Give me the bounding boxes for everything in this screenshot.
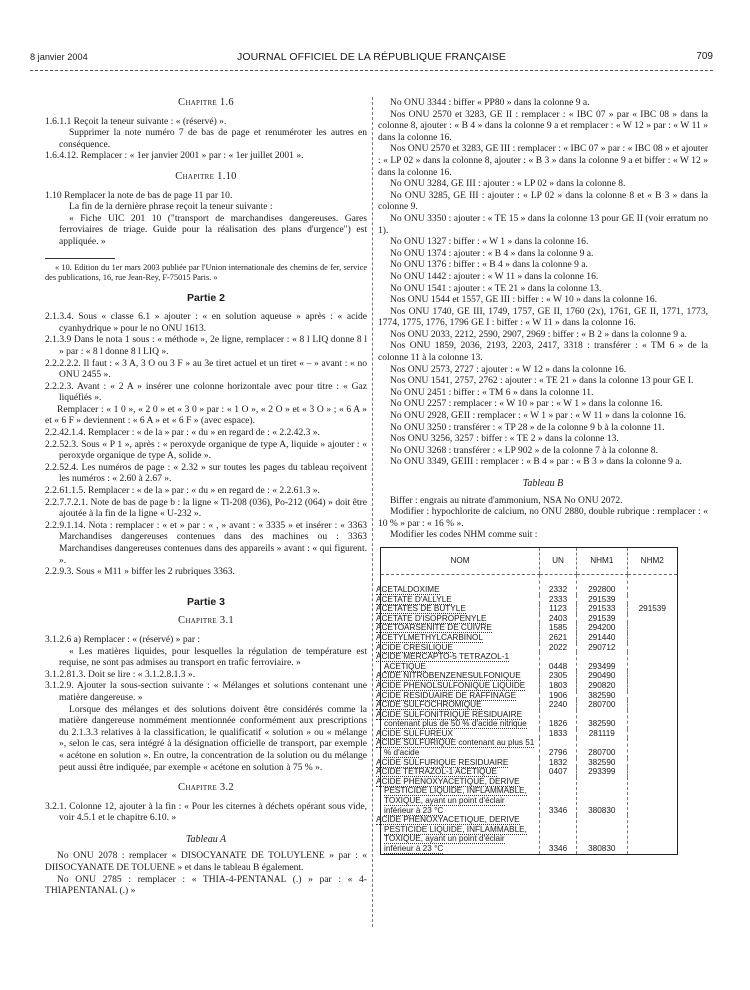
nom-value: ACIDE SULFONITRIQUE RESIDUAIRE contenant plus de 50 % d'acide nitrique — [376, 709, 527, 729]
cell-un — [540, 623, 577, 633]
table-row — [381, 652, 678, 671]
paragraph: No ONU 3285, GE III : ajouter : « LP 02 » dans la colonne 8 et « B 3 » dans la colonne 9. — [378, 189, 708, 213]
cell-un — [540, 652, 577, 671]
cell-nhm2 — [627, 681, 677, 691]
cell-nom — [376, 767, 540, 777]
un-value: 1826 — [548, 719, 568, 729]
table-row — [381, 604, 678, 614]
un-value: 1123 — [549, 604, 567, 614]
cell-un — [540, 604, 577, 614]
nhm1-value: 291539 — [588, 594, 616, 604]
table-row — [381, 574, 678, 594]
cell-nhm1 — [577, 729, 627, 739]
paragraph: Supprimer la note numéro 7 de bas de page et renuméroter les autres en conséquence. — [59, 127, 367, 150]
cell-nom — [376, 604, 540, 614]
footnote-rule — [45, 258, 115, 259]
paragraph: 2.1.3.9 Dans le nota 1 sous : « méthode », 2e ligne, remplacer : « 8 l LIQ donne 8 l » par : « 8 l donne 8 l LIQ ». — [45, 334, 367, 357]
nhm1-value: 380830 — [588, 805, 616, 815]
cell-un — [540, 758, 577, 768]
nhm1-value: 291539 — [588, 613, 616, 623]
un-value: 2022 — [548, 642, 568, 652]
cell-nom — [376, 776, 540, 815]
cell-un — [540, 643, 577, 653]
cell-nom — [376, 574, 540, 594]
paragraph: Modifier : hypochlorite de calcium, no ONU 2880, double rubrique : remplacer : « 10 % » par : « 16 % ». — [378, 506, 708, 529]
cell-nhm1 — [577, 671, 627, 681]
un-value: 3346 — [548, 805, 568, 815]
cell-nhm1 — [577, 700, 627, 710]
paragraph: 2.2.9.3. Sous « M11 » biffer les 2 rubriques 3363. — [45, 566, 235, 578]
paragraph: 3.2.1. Colonne 12, ajouter à la fin : « Pour les citernes à déchets opérant sous vide, voir 4.5.1 et le chapitre 6.10. » — [45, 800, 367, 824]
cell-un — [540, 815, 577, 854]
paragraph: La fin de la dernière phrase reçoit la teneur suivante : — [69, 201, 273, 213]
table-row — [381, 614, 678, 624]
cell-un — [540, 738, 577, 757]
cell-nom — [376, 757, 540, 768]
cell-nhm2 — [627, 595, 677, 605]
table-row — [381, 671, 678, 681]
cell-nom — [376, 642, 540, 653]
nhm-codes-table — [376, 547, 678, 855]
cell-un — [540, 777, 577, 815]
cell-nom — [376, 709, 540, 729]
paragraph: No ONU 2451 : biffer : « TM 6 » dans la colonne 11. — [390, 386, 594, 398]
chapter-heading: Chapitre 1.10 — [175, 170, 237, 182]
paragraph: No ONU 3284, GE III : ajouter : « LP 02 » dans la colonne 8. — [390, 178, 626, 190]
nhm1-value: 280700 — [588, 700, 616, 710]
left-column — [45, 97, 367, 897]
paragraph: 2.2.9.1.14. Nota : remplacer : « et » par : « , » avant : « 3335 » et insérer : « 3363 Marchandises dangereuses contenues dans des machines ou : 3363 Marchandises dangereuses contenues dans des appareils » avant : « qui figurent. ». — [45, 519, 367, 566]
cell-nhm2 — [627, 758, 677, 768]
cell-nhm1 — [577, 815, 627, 854]
nhm1-value: 281119 — [588, 728, 615, 738]
cell-nhm1 — [577, 691, 627, 701]
cell-nom — [376, 738, 540, 758]
nhm1-value: 280700 — [588, 748, 616, 758]
un-value: 1832 — [548, 757, 568, 767]
cell-nom — [376, 613, 540, 624]
cell-nhm2 — [627, 604, 677, 614]
cell-nhm2 — [627, 671, 677, 681]
nhm1-value: 290712 — [588, 642, 616, 652]
paragraph: 1.6.1.1 Reçoit la teneur suivante : « (réservé) ». — [45, 115, 227, 127]
cell-nhm2 — [627, 633, 677, 643]
cell-nhm1 — [577, 738, 627, 757]
paragraph: Nos ONU 1544 et 1557, GE III : biffer : « W 10 » dans la colonne 16. — [390, 294, 658, 306]
nom-value: ACIDE TETRAZOL-1 ACETIQUE — [376, 767, 497, 777]
cell-nhm2 — [627, 574, 677, 594]
nom-value: ACETATES DE BUTYLE — [376, 604, 466, 614]
table-title: Tableau B — [522, 478, 564, 489]
paragraph: 2.2.7.7.2.1. Note de bas de page b : la ligne « Tl-208 (036), Po-212 (064) » doit être ajoutée à la fin de la ligne « U-232 ». — [45, 496, 367, 520]
page-number: 709 — [696, 51, 713, 62]
cell-nhm1 — [577, 633, 627, 643]
table-row — [381, 643, 678, 653]
cell-nhm2 — [627, 700, 677, 710]
part-heading: Partie 3 — [187, 595, 225, 608]
paragraph: Modifier les codes NHM comme suit : — [390, 529, 538, 541]
nom-value: ACETATE D'ALLYLE — [376, 594, 452, 604]
table-title: Tableau A — [185, 833, 227, 845]
cell-nom — [376, 671, 540, 681]
cell-nhm2 — [627, 815, 677, 854]
nhm1-value: 294200 — [588, 623, 616, 633]
cell-nhm2 — [627, 738, 677, 757]
right-column — [378, 97, 708, 855]
nom-value: ACIDE SULFURIQUE RESIDUAIRE — [376, 757, 509, 767]
table-row — [381, 738, 678, 757]
paragraph: No ONU 1442 : ajouter : « W 11 » dans la colonne 16. — [390, 270, 599, 282]
cell-un — [540, 614, 577, 624]
cell-un — [540, 574, 577, 594]
cell-nom — [376, 632, 540, 643]
cell-nhm2 — [627, 767, 677, 777]
nom-value: ACETALDOXIME — [376, 584, 440, 594]
cell-nhm2 — [627, 777, 677, 815]
cell-nhm1 — [577, 758, 627, 768]
column-divider — [372, 97, 373, 927]
cell-nhm2 — [627, 614, 677, 624]
nhm1-value: 291440 — [588, 632, 616, 642]
cell-un — [540, 729, 577, 739]
un-value: 0448 — [548, 661, 568, 671]
cell-nom — [376, 623, 540, 633]
column-header-nhm2: NHM2 — [627, 547, 677, 574]
un-value: 1833 — [548, 728, 568, 738]
paragraph: Nos ONU 1859, 2036, 2193, 2203, 2417, 3318 : transférer : « TM 6 » de la colonne 11 à la colonne 13. — [378, 340, 708, 364]
un-value: 2796 — [548, 748, 568, 758]
paragraph: No ONU 3250 : transférer : « TP 28 » de la colonne 9 b à la colonne 11. — [390, 421, 665, 433]
cell-nom — [376, 690, 540, 701]
cell-nhm2 — [627, 652, 677, 671]
cell-nhm2 — [627, 729, 677, 739]
paragraph: 2.2.2.3. Avant : « 2 A » insérer une colonne horizontale avec pour titre : « Gaz liquéfiés ». — [45, 380, 367, 404]
cell-nom — [376, 815, 540, 854]
un-value: 2333 — [548, 594, 568, 604]
header-rule — [30, 70, 713, 71]
paragraph: 2.2.2.2.2. Il faut : « 3 A, 3 O ou 3 F » au 3e tiret actuel et un tiret « – » avant : « no ONU 2455 ». — [45, 357, 367, 381]
cell-nhm1 — [577, 574, 627, 594]
footnote: « 10. Edition du 1er mars 2003 publiée par l'Union internationale des chemins de fer, service des publications, 16, rue Jean-Rey, F-75015 Paris. » — [45, 262, 367, 282]
cell-un — [540, 700, 577, 710]
nom-value: ACIDE SULFUREUX — [376, 728, 453, 738]
table-row — [381, 758, 678, 768]
nom-value: ACETOARSENITE DE CUIVRE — [376, 623, 492, 633]
un-value: 1803 — [548, 680, 568, 690]
nhm1-value: 382590 — [588, 757, 616, 767]
paragraph: 1.10 Remplacer la note de bas de page 11 par 10. — [45, 189, 233, 201]
paragraph: 2.1.3.4. Sous « classe 6.1 » ajouter : « en solution aqueuse » après : « acide cyanhydrique » pour le no ONU 1613. — [45, 311, 367, 334]
nhm1-value: 293499 — [588, 661, 616, 671]
journal-title: JOURNAL OFFICIEL DE LA RÉPUBLIQUE FRANÇAISE — [237, 51, 506, 63]
un-value: 2332 — [548, 584, 568, 594]
paragraph: 2.2.52.3. Sous « P 1 », après : « peroxyde organique de type A, liquide » ajouter : « peroxyde organique de type A, solide ». — [45, 438, 367, 462]
paragraph: Nos ONU 1740, GE III, 1749, 1757, GE II, 1760 (2x), 1761, GE II, 1771, 1773, 1774, 1775, 1776, 1796 GE I : biffer : « W 11 » dans la colonne 16. — [378, 305, 708, 329]
cell-un — [540, 767, 577, 777]
table-row — [381, 681, 678, 691]
paragraph: 3.1.2.81.3. Doit se lire : « 3.1.2.8.1.3 ». — [45, 668, 196, 680]
nom-value: ACIDE SULFOCHROMIQUE — [376, 700, 482, 710]
un-value: 2240 — [548, 700, 568, 710]
cell-nhm2 — [627, 643, 677, 653]
paragraph: No ONU 2785 : remplacer : « THIA-4-PENTANAL (.) » par : « 4-THIAPENTANAL (.) » — [45, 873, 367, 897]
paragraph: Nos ONU 2570 et 3283, GE III : remplacer : « IBC 07 » par : « IBC 08 » et ajouter : « LP 02 » dans la colonne 8, ajouter : « B 3 » dans la colonne 9 a et biffer : « W 12 » dans la colonne 16. — [378, 143, 708, 178]
table-row — [381, 633, 678, 643]
nhm1-value: 380830 — [588, 844, 616, 853]
paragraph: Nos ONU 2570 et 3283, GE II : remplacer : « IBC 07 » par « IBC 08 » dans la colonne 8, ajouter : « B 4 » dans la colonne 9 a et remplacer : « W 12 » par : « W 11 » dans la colonne 16. — [378, 108, 708, 143]
table-row — [381, 700, 678, 710]
cell-nom — [376, 680, 540, 691]
nom-value: ACIDE PHENOXYACETIQUE, DERIVE PESTICIDE LIQUIDE, INFLAMMABLE, TOXIQUE, ayant un point d'éclair inférieur à 23 °C — [376, 815, 527, 853]
paragraph: Nos ONU 2033, 2212, 2590, 2907, 2969 : biffer : « B 2 » dans la colonne 9 a. — [390, 328, 688, 340]
quote: « Les matières liquides, pour lesquelles la régulation de température est requise, ne sont pas admises au transport en trafic ferroviaire. » — [59, 645, 367, 669]
cell-un — [540, 595, 577, 605]
un-value: 1585 — [548, 623, 568, 633]
nhm1-value: 293399 — [588, 767, 616, 777]
cell-nhm1 — [577, 595, 627, 605]
cell-nhm2 — [627, 623, 677, 633]
paragraph: Nos ONU 2573, 2727 : ajouter : « W 12 » dans la colonne 16. — [390, 363, 627, 375]
column-header-un: UN — [540, 547, 577, 574]
un-value: 1906 — [548, 690, 568, 700]
table-row — [381, 595, 678, 605]
nom-value: ACIDE MERCAPTO-5 TETRAZOL-1 ACETIQUE — [376, 652, 509, 671]
cell-nhm1 — [577, 604, 627, 614]
nhm1-value: 292800 — [588, 584, 616, 594]
nom-value: ACIDE CRESILIQUE — [376, 642, 453, 652]
cell-nhm1 — [577, 710, 627, 729]
cell-nhm1 — [577, 614, 627, 624]
cell-nhm1 — [577, 643, 627, 653]
nom-value: ACETYLMETHYLCARBINOL — [376, 632, 483, 642]
paragraph: No ONU 2928, GEII : remplacer : « W 1 » par : « W 11 » dans la colonne 16. — [390, 410, 686, 422]
paragraph: Nos ONU 3256, 3257 : biffer : « TE 2 » dans la colonne 13. — [390, 433, 619, 445]
nom-value: ACIDE PHENOLSULFONIQUE LIQUIDE — [376, 680, 526, 690]
paragraph: 2.2.52.4. Les numéros de page : « 2.32 » sur toutes les pages du tableau reçoivent les numéros : « 2.60 à 2.67 ». — [45, 461, 367, 485]
cell-nom — [376, 594, 540, 605]
nom-value: ACIDE RESIDUAIRE DE RAFFINAGE — [376, 690, 517, 700]
cell-un — [540, 681, 577, 691]
column-header-nhm1: NHM1 — [577, 547, 627, 574]
cell-nom — [376, 700, 540, 710]
paragraph: No ONU 1374 : ajouter : « B 4 » dans la colonne 9 a. — [390, 247, 594, 259]
nhm1-value: 290490 — [588, 671, 616, 681]
paragraph: 2.2.42.1.4. Remplacer : « de la » par : « du » en regard de : « 2.2.42.3 ». — [45, 427, 320, 439]
chapter-heading: Chapitre 1.6 — [178, 97, 234, 108]
paragraph: 3.1.2.6 a) Remplacer : « (réservé) » par : — [45, 633, 201, 645]
nom-value: ACIDE NITROBENZENESULFONIQUE — [376, 671, 521, 681]
part-heading: Partie 2 — [187, 291, 225, 304]
paragraph: Remplacer : « 1 0 », « 2 0 » et « 3 0 » par : « 1 O », « 2 O » et « 3 O » ; « 6 A » et « 6 F » deviennent : « 6 A » et « 6 F » (avec espace). — [45, 403, 367, 427]
paragraph: No ONU 1541 : ajouter : « TE 21 » dans la colonne 13. — [390, 282, 602, 294]
table-row — [381, 623, 678, 633]
nom-value: ACETATE D'ISOPROPENYLE — [376, 613, 487, 623]
paragraph: No ONU 3268 : transférer : « LP 902 » de la colonne 7 à la colonne 8. — [390, 444, 658, 456]
cell-nhm2 — [627, 691, 677, 701]
nhm2-value: 291539 — [638, 604, 666, 614]
paragraph: 1.6.4.12. Remplacer : « 1er janvier 2001 » par : « 1er juillet 2001 ». — [45, 150, 304, 162]
paragraph: No ONU 2257 : remplacer : « W 10 » par : « W 1 » dans la colonne 16. — [390, 398, 663, 410]
cell-nhm1 — [577, 623, 627, 633]
cell-nhm1 — [577, 777, 627, 815]
nom-value: ACIDE PHENOXYACETIQUE, DERIVE PESTICIDE LIQUIDE, INFLAMMABLE, TOXIQUE, ayant un point d'éclair inférieur à 23 °C — [376, 776, 527, 815]
un-value: 2305 — [548, 671, 568, 681]
paragraph: No ONU 1327 : biffer : « W 1 » dans la colonne 16. — [390, 236, 589, 248]
paragraph: No ONU 3344 : biffer « PP80 » dans la colonne 9 a. — [390, 97, 590, 108]
cell-nom — [376, 652, 540, 671]
cell-un — [540, 710, 577, 729]
table-row — [381, 691, 678, 701]
cell-nom — [376, 728, 540, 739]
column-header-nom: NOM — [381, 547, 540, 574]
paragraph: Nos ONU 1541, 2757, 2762 : ajouter : « TE 21 » dans la colonne 13 pour GE I. — [390, 375, 694, 387]
table-row — [381, 777, 678, 815]
page-header — [30, 50, 713, 68]
paragraph: Biffer : engrais au nitrate d'ammonium, NSA No ONU 2072. — [390, 494, 623, 506]
table-row — [381, 729, 678, 739]
paragraph: No ONU 2078 : remplacer « DISOCYANATE DE TOLUYLENE » par : « DIISOCYANATE DE TOLUENE » et dans le tableau B également. — [45, 850, 367, 874]
un-value: 2621 — [548, 632, 568, 642]
nhm1-value: 382590 — [588, 690, 616, 700]
paragraph: No ONU 3349, GEIII : remplacer : « B 4 » par : « B 3 » dans la colonne 9 a. — [390, 456, 682, 468]
paragraph: No ONU 1376 : biffer : « B 4 » dans la colonne 9 a. — [390, 259, 588, 271]
cell-un — [540, 691, 577, 701]
cell-nhm2 — [627, 710, 677, 729]
paragraph: 2.2.61.1.5. Remplacer : « de la » par : « du » en regard de : « 2.2.61.3 ». — [45, 485, 320, 497]
un-value: 2403 — [548, 613, 568, 623]
table-row — [381, 710, 678, 729]
cell-nhm1 — [577, 652, 627, 671]
paragraph: 3.1.2.9. Ajouter la sous-section suivante : « Mélanges et solutions contenant une matière dangereuse. » — [45, 680, 367, 703]
table-header-row — [381, 547, 678, 574]
paragraph: Lorsque des mélanges et des solutions doivent être considérés comme la matière dangereuse nommément mentionnée conformément aux prescriptions du 2.1.3.3 relatives à la classification, le qualificatif « solution » ou « mélange », selon le cas, sera intégré à la désignation officielle de transport, par exemple « acétone en solution ». En outre, la concentration de la solution ou du mélange peut aussi être indiquée, par exemple « acétone en solution à 75 % ». — [59, 703, 367, 773]
nhm1-value: 382590 — [588, 719, 616, 729]
cell-nhm1 — [577, 681, 627, 691]
nhm1-value: 291533 — [588, 604, 616, 614]
quote: « Fiche UIC 201 10 ("transport de marchandises dangereuses. Gares ferroviaires de triage. Guide pour la réalisation des plans d'urgence") est appliquée. » — [59, 212, 367, 247]
header-date: 8 janvier 2004 — [30, 52, 88, 62]
un-value: 3346 — [548, 844, 568, 853]
nhm1-value: 290820 — [588, 680, 616, 690]
paragraph: No ONU 3350 : ajouter : « TE 15 » dans la colonne 13 pour GE II (voir erratum no 1). — [378, 212, 708, 236]
table-row — [381, 815, 678, 854]
nom-value: ACIDE SULFURIQUE contenant au plus 51 % d'acide — [376, 738, 535, 758]
chapter-heading: Chapitre 3.2 — [178, 782, 234, 794]
table-row — [381, 767, 678, 777]
cell-un — [540, 671, 577, 681]
cell-un — [540, 633, 577, 643]
chapter-heading: Chapitre 3.1 — [178, 615, 234, 627]
un-value: 0407 — [548, 767, 568, 777]
cell-nhm1 — [577, 767, 627, 777]
